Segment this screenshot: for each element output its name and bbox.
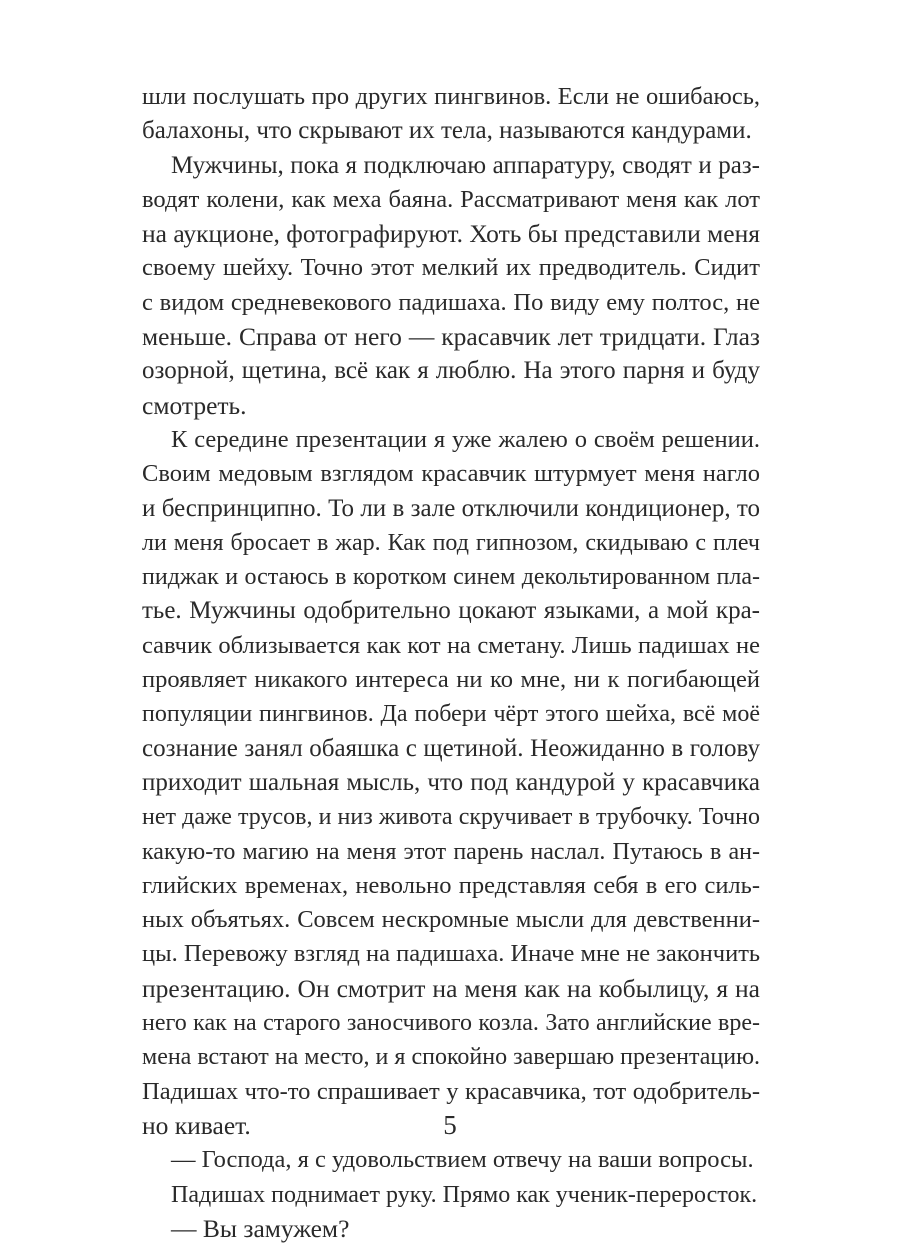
- text-line: нет даже трусов, и низ живота скручивает в трубочку. Точно: [142, 804, 760, 831]
- text-line: смотреть.: [142, 390, 247, 420]
- text-line: балахоны, что скрывают их тела, называются кандурами.: [142, 117, 752, 145]
- text-line: на аукционе, фотографируют. Хоть бы представили меня: [142, 219, 760, 249]
- text-line: глийских временах, невольно представляя себя в его силь-: [142, 871, 760, 899]
- text-line: своему шейху. Точно этот мелкий их предводитель. Сидит: [142, 254, 760, 282]
- text-line: савчик облизывается как кот на сметану. Лишь падишах не: [142, 631, 760, 659]
- text-line: презентацию. Он смотрит на меня как на кобылицу, я на: [142, 973, 760, 1003]
- text-line: с видом средневекового падишаха. По виду ему полтос, не: [142, 288, 760, 316]
- text-line: К середине презентации я уже жалею о своём решении.: [171, 425, 760, 453]
- text-line: но кивает.: [142, 1110, 251, 1140]
- text-line: Мужчины, пока я подключаю аппаратуру, сводят и раз-: [171, 151, 760, 179]
- text-line: популяции пингвинов. Да побери чёрт этого шейха, всё моё: [142, 701, 760, 728]
- text-line: Падишах поднимает руку. Прямо как ученик-переросток.: [171, 1181, 758, 1208]
- text-line: шли послушать про других пингвинов. Если не ошибаюсь,: [142, 83, 760, 110]
- text-line: — Господа, я с удовольствием отвечу на ваши вопросы.: [171, 1146, 754, 1174]
- text-line: пиджак и остаюсь в коротком синем декольтированном пла-: [142, 564, 760, 591]
- text-line: приходит шальная мысль, что под кандурой у красавчика: [142, 768, 760, 796]
- text-line: какую-то магию на меня этот парень наслал. Путаюсь в ан-: [142, 838, 760, 865]
- text-line: меньше. Справа от него — красавчик лет тридцати. Глаз: [142, 322, 760, 352]
- text-line: ных объятьях. Совсем нескромные мысли для девственни-: [142, 906, 760, 934]
- text-line: водят колени, как меха баяна. Рассматривают меня как лот: [142, 185, 760, 213]
- page-number: 5: [443, 1110, 457, 1140]
- text-line: — Вы замужем?: [171, 1213, 350, 1243]
- text-line: цы. Перевожу взгляд на падишаха. Иначе мне не закончить: [142, 940, 761, 968]
- text-line: озорной, щетина, всё как я люблю. На этого парня и буду: [142, 357, 760, 385]
- text-line: ли меня бросает в жар. Как под гипнозом, скидываю с плеч: [142, 529, 760, 556]
- body-text: [142, 80, 760, 1246]
- text-line: сознание занял обаяшка с щетиной. Неожиданно в голову: [142, 734, 760, 762]
- text-line: тье. Мужчины одобрительно цокают языками, а мой кра-: [142, 597, 760, 625]
- text-line: мена встают на место, и я спокойно завершаю презентацию.: [142, 1044, 760, 1071]
- text-line: Падишах что-то спрашивает у красавчика, тот одобритель-: [142, 1077, 760, 1105]
- text-line: проявляет никакого интереса ни ко мне, ни к погибающей: [142, 666, 760, 694]
- text-line: него как на старого заносчивого козла. Зато английские вре-: [142, 1010, 760, 1037]
- text-line: Своим медовым взглядом красавчик штурмует меня нагло: [142, 460, 760, 488]
- text-line: и беспринципно. То ли в зале отключили кондиционер, то: [142, 494, 760, 522]
